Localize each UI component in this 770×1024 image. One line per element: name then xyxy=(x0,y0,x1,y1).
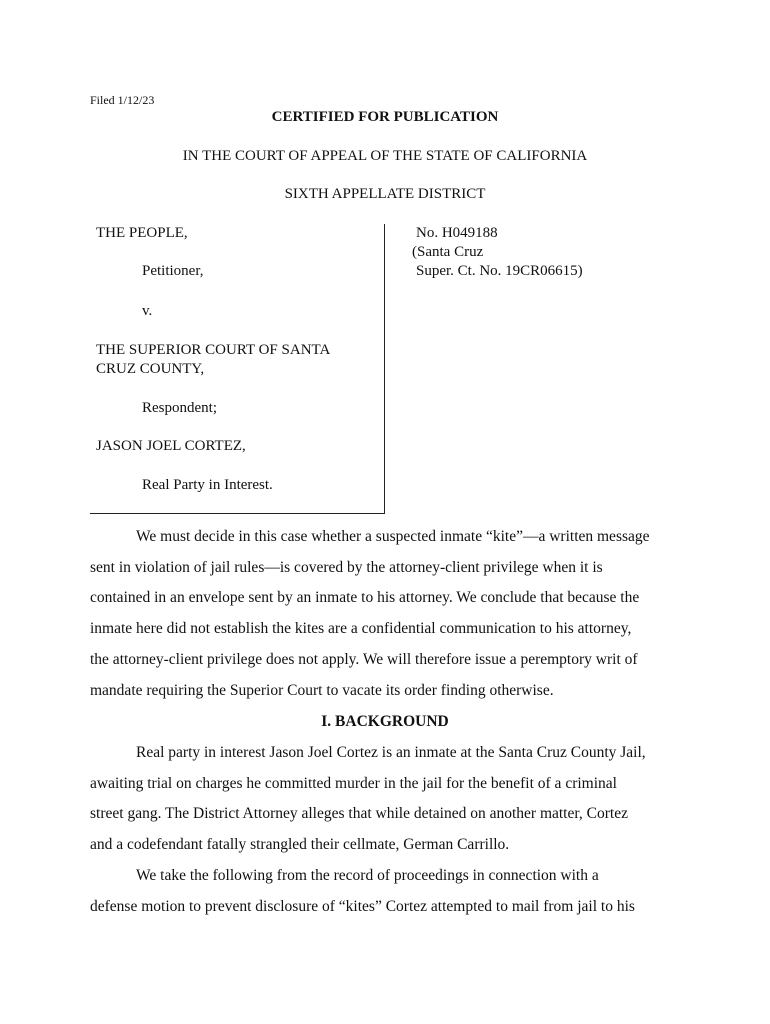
background-line: We take the following from the record of proceedings in connection with a xyxy=(136,867,599,884)
party-people: THE PEOPLE, xyxy=(96,225,188,241)
intro-line: We must decide in this case whether a suspected inmate “kite”—a written message xyxy=(136,528,650,545)
party-superior-court-line2: CRUZ COUNTY, xyxy=(96,361,205,377)
background-line: Real party in interest Jason Joel Cortez is an inmate at the Santa Cruz County Jail, xyxy=(136,744,646,761)
intro-line: sent in violation of jail rules—is covered by the attorney-client privilege when it is xyxy=(90,558,603,576)
case-number: No. H049188 xyxy=(416,225,498,241)
lower-court-line2: Super. Ct. No. 19CR06615) xyxy=(416,263,583,279)
caption-divider-vertical xyxy=(384,224,385,514)
section-heading-background: I. BACKGROUND xyxy=(321,713,449,730)
intro-line: the attorney-client privilege does not apply. We will therefore issue a peremptory writ of xyxy=(90,650,638,668)
background-line: street gang. The District Attorney alleges that while detained on another matter, Cortez xyxy=(90,805,628,823)
intro-line: mandate requiring the Superior Court to vacate its order finding otherwise. xyxy=(90,681,554,699)
district-name: SIXTH APPELLATE DISTRICT xyxy=(284,186,486,202)
background-paragraph-2 xyxy=(90,861,690,922)
background-line: awaiting trial on charges he committed murder in the jail for the benefit of a criminal xyxy=(90,774,617,792)
role-real-party: Real Party in Interest. xyxy=(142,477,273,493)
background-line: and a codefendant fatally strangled their cellmate, German Carrillo. xyxy=(90,836,510,854)
party-cortez: JASON JOEL CORTEZ, xyxy=(96,438,246,454)
certification-heading: CERTIFIED FOR PUBLICATION xyxy=(271,109,499,125)
party-superior-court-line1: THE SUPERIOR COURT OF SANTA xyxy=(96,342,331,358)
lower-court-line1: (Santa Cruz xyxy=(412,244,484,260)
versus: v. xyxy=(142,303,153,319)
caption-divider-horizontal xyxy=(90,513,385,514)
court-name: IN THE COURT OF APPEAL OF THE STATE OF CALIFORNIA xyxy=(182,148,588,164)
background-line: defense motion to prevent disclosure of “kites” Cortez attempted to mail from jail to his xyxy=(90,897,635,915)
role-respondent: Respondent; xyxy=(142,400,217,416)
role-petitioner: Petitioner, xyxy=(142,263,204,279)
intro-line: inmate here did not establish the kites are a confidential communication to his attorney, xyxy=(90,620,632,638)
filed-date: Filed 1/12/23 xyxy=(90,93,155,107)
background-paragraph-1 xyxy=(90,738,690,861)
intro-line: contained in an envelope sent by an inmate to his attorney. We conclude that because the xyxy=(90,589,640,607)
intro-paragraph xyxy=(90,522,690,706)
